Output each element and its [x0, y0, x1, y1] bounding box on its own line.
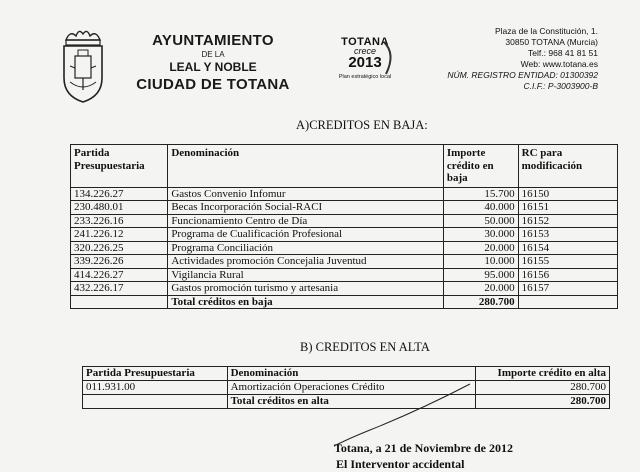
cell-denominacion: Actividades promoción Concejalia Juventud [168, 255, 444, 269]
table-header-row [83, 367, 610, 381]
table-row [71, 214, 618, 228]
cell-rc: 16152 [518, 214, 617, 228]
total-value: 280.700 [475, 395, 609, 409]
table-row [71, 187, 618, 201]
cell-partida: 233.226.16 [71, 214, 168, 228]
cell-denominacion: Gastos promoción turismo y artesania [168, 282, 444, 296]
cell-partida: 320.226.25 [71, 241, 168, 255]
cell-partida: 241.226.12 [71, 228, 168, 242]
col-header-partida: Partida Presupuestaria [83, 367, 228, 381]
col-header-denominacion: Denominación [168, 145, 444, 188]
table-header-row [71, 145, 618, 188]
total-value: 280.700 [443, 295, 518, 309]
col-header-partida: Partida Presupuestaria [71, 145, 168, 188]
cell-rc: 16157 [518, 282, 617, 296]
cell-denominacion: Amortización Operaciones Crédito [227, 381, 475, 395]
table-row [71, 228, 618, 242]
cell-rc: 16155 [518, 255, 617, 269]
col-header-importe: Importe crédito en alta [475, 367, 609, 381]
cell-partida: 339.226.26 [71, 255, 168, 269]
brand-line-2: crece [353, 46, 376, 56]
place-date: Totana, a 21 de Noviembre de 2012 [334, 441, 514, 455]
contact-web: Web: www.totana.es [520, 59, 598, 69]
contact-address: Plaza de la Constitución, 1. [494, 26, 598, 36]
cell-denominacion: Vigilancia Rural [168, 268, 444, 282]
section-a-title: A)CREDITOS EN BAJA: [296, 118, 428, 132]
cell-importe: 20.000 [443, 282, 518, 296]
cell-importe: 280.700 [475, 381, 609, 395]
cell-importe: 20.000 [443, 241, 518, 255]
cell-importe: 10.000 [443, 255, 518, 269]
brand-line-3: 2013 [348, 54, 382, 71]
col-header-importe: Importe crédito en baja [443, 145, 518, 188]
total-label: Total créditos en baja [168, 295, 444, 309]
cell-rc: 16150 [518, 187, 617, 201]
cell-importe: 40.000 [443, 201, 518, 215]
contact-cif: C.I.F.: P-3003900-B [523, 81, 598, 91]
brand-line-4: Plan estratégico local [338, 74, 392, 80]
credits-low-table [70, 144, 618, 309]
contact-block [447, 26, 598, 92]
cell-partida: 011.931.00 [83, 381, 228, 395]
cell-partida: 432.226.17 [71, 282, 168, 296]
cell-empty [83, 395, 228, 409]
council-line-3: LEAL Y NOBLE [169, 60, 257, 74]
table-row [71, 268, 618, 282]
table-row [71, 241, 618, 255]
cell-partida: 414.226.27 [71, 268, 168, 282]
total-row [71, 295, 618, 309]
table-row [71, 201, 618, 215]
table-row [71, 255, 618, 269]
cell-empty [518, 295, 617, 309]
brand-logo [324, 36, 406, 92]
signer-title: El Interventor accidental [336, 457, 465, 471]
council-name [128, 32, 298, 93]
cell-importe: 15.700 [443, 187, 518, 201]
brand-line-1: TOTANA [341, 36, 389, 48]
cell-rc: 16151 [518, 201, 617, 215]
cell-importe: 50.000 [443, 214, 518, 228]
brand-swoosh-icon [324, 36, 406, 92]
cell-rc: 16153 [518, 228, 617, 242]
cell-denominacion: Becas Incorporación Social-RACI [168, 201, 444, 215]
coat-of-arms-icon [58, 26, 108, 106]
contact-city: 30850 TOTANA (Murcia) [505, 37, 598, 47]
cell-rc: 16156 [518, 268, 617, 282]
cell-denominacion: Programa Conciliación [168, 241, 444, 255]
contact-registry: NÚM. REGISTRO ENTIDAD: 01300392 [447, 70, 598, 80]
council-line-2: DE LA [201, 50, 225, 59]
total-label: Total créditos en alta [227, 395, 475, 409]
council-line-1: AYUNTAMIENTO [152, 32, 274, 49]
cell-rc: 16154 [518, 241, 617, 255]
signature-stroke-icon [330, 380, 490, 450]
cell-partida: 230.480.01 [71, 201, 168, 215]
cell-denominacion: Programa de Cualificación Profesional [168, 228, 444, 242]
cell-denominacion: Funcionamiento Centro de Día [168, 214, 444, 228]
col-header-rc: RC para modificación [518, 145, 617, 188]
cell-importe: 95.000 [443, 268, 518, 282]
contact-phone: Telf.: 968 41 81 51 [528, 48, 598, 58]
table-row [71, 282, 618, 296]
cell-empty [71, 295, 168, 309]
cell-partida: 134.226.27 [71, 187, 168, 201]
cell-denominacion: Gastos Convenio Infomur [168, 187, 444, 201]
section-b-title: B) CREDITOS EN ALTA [300, 340, 430, 354]
col-header-denominacion: Denominación [227, 367, 475, 381]
council-line-4: CIUDAD DE TOTANA [136, 76, 290, 93]
cell-importe: 30.000 [443, 228, 518, 242]
